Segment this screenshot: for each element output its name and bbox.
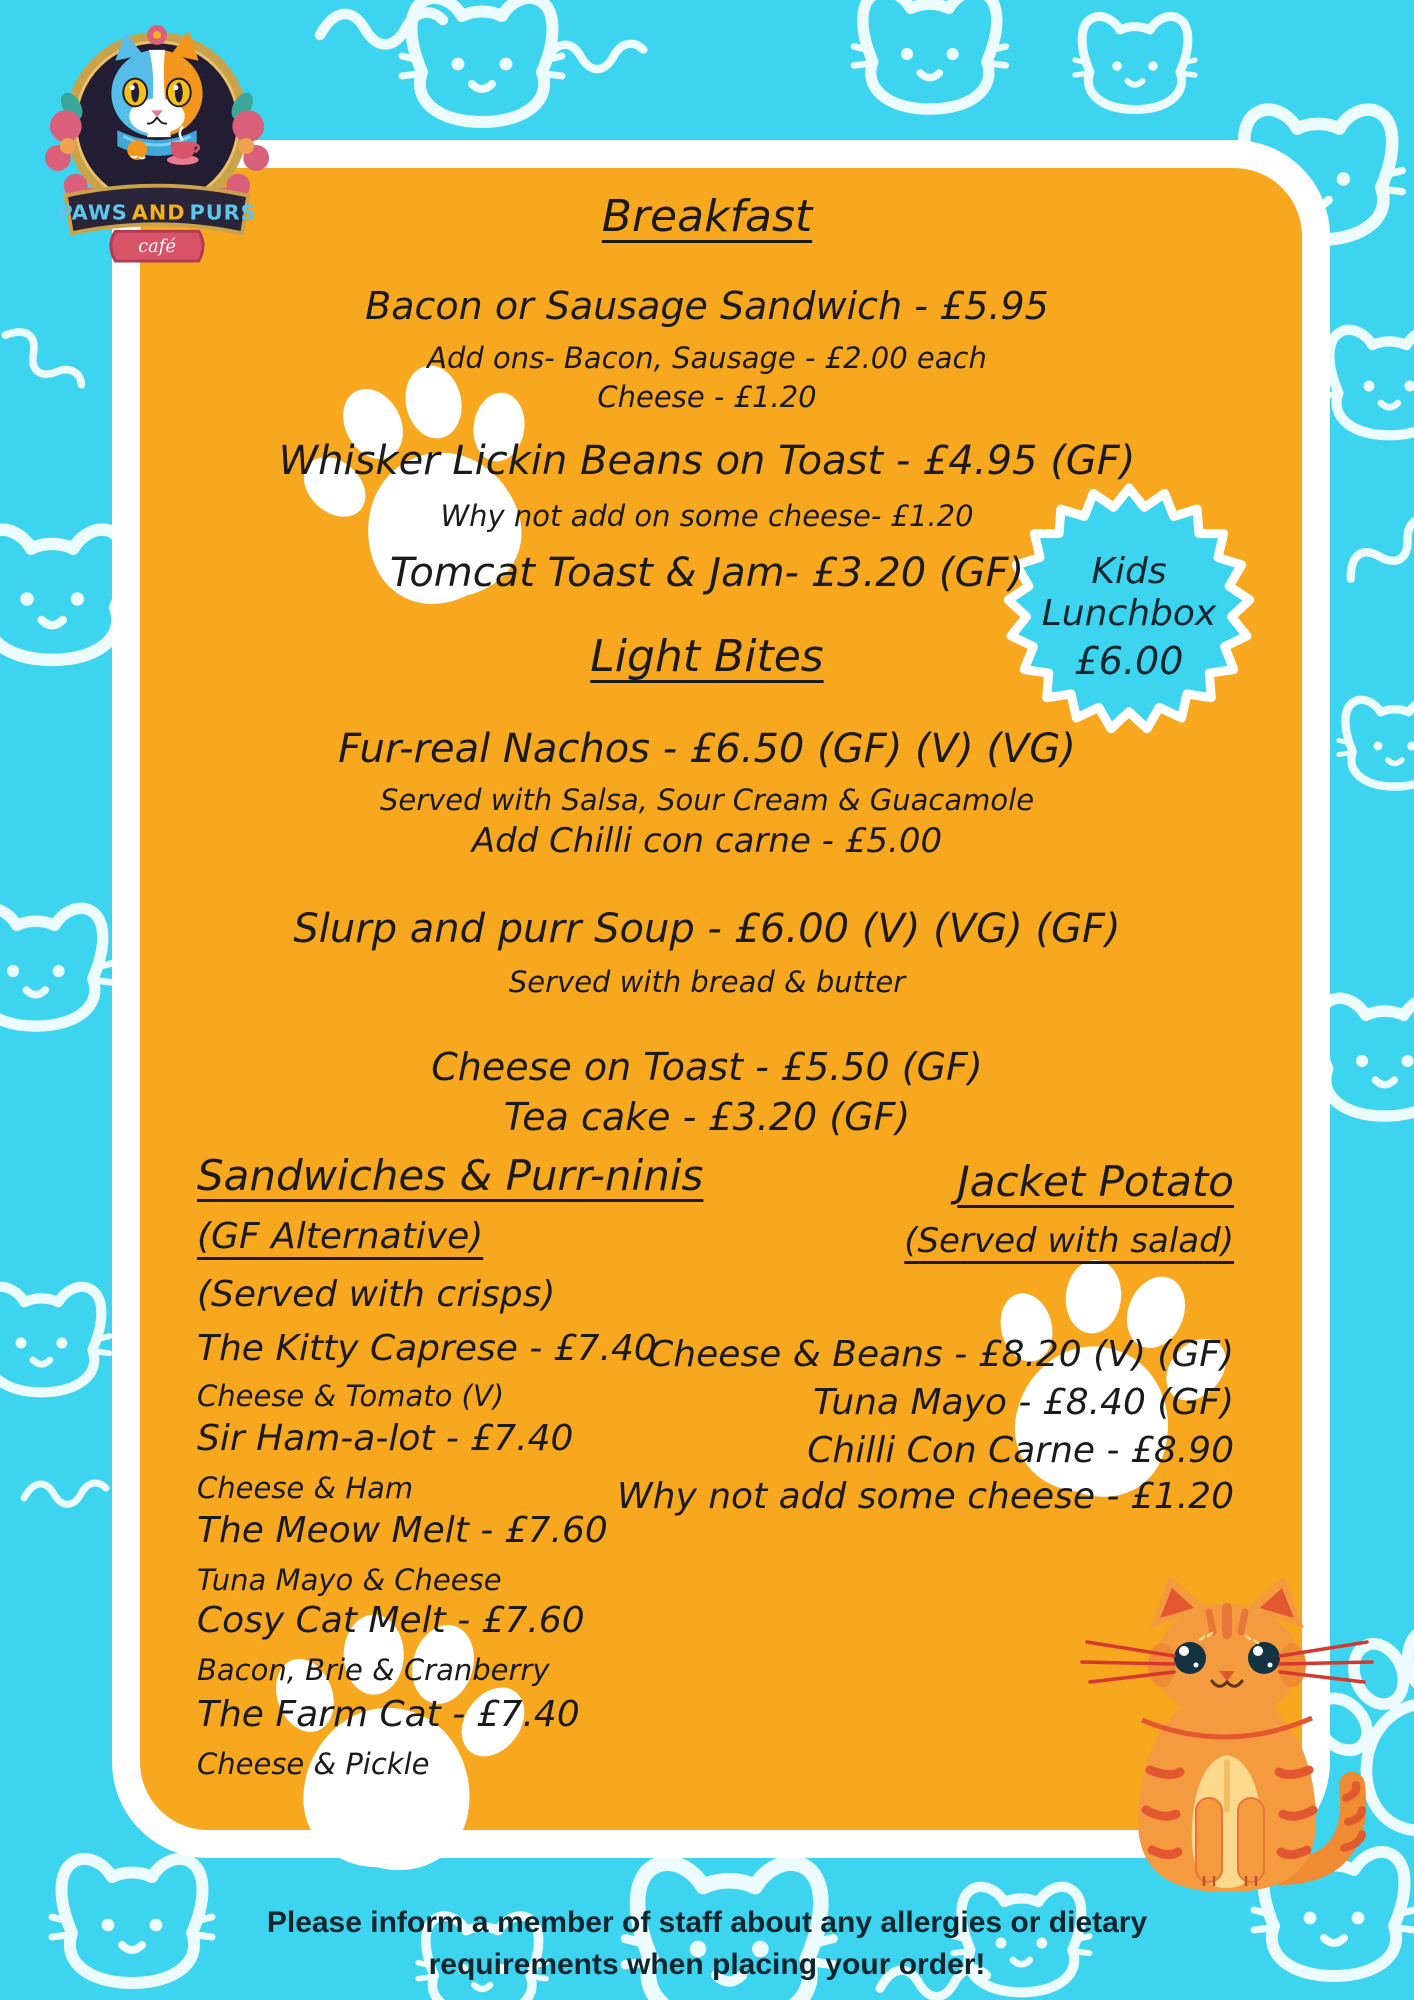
menu-item-note: Served with bread & butter bbox=[508, 965, 906, 999]
menu-item-note: Why not add on some cheese- £1.20 bbox=[440, 499, 974, 533]
allergy-notice-line-2: requirements when placing your order! bbox=[428, 1948, 986, 1981]
menu-item: Bacon or Sausage Sandwich - £5.95 bbox=[365, 284, 1049, 328]
menu-item-desc: Cheese & Tomato (V) bbox=[197, 1379, 505, 1413]
sandwiches-subtitle: (GF Alternative) bbox=[197, 1216, 484, 1257]
menu-item: Chilli Con Carne - £8.90 bbox=[807, 1430, 1234, 1471]
menu-item: The Meow Melt - £7.60 bbox=[197, 1510, 608, 1551]
menu-item: Cheese on Toast - £5.50 (GF) bbox=[431, 1045, 983, 1089]
cat-eye bbox=[1174, 1642, 1206, 1674]
menu-item-desc: Cheese & Ham bbox=[197, 1471, 414, 1505]
menu-item: Fur-real Nachos - £6.50 (GF) (V) (VG) bbox=[338, 726, 1076, 772]
menu-item: Tuna Mayo - £8.40 (GF) bbox=[812, 1382, 1234, 1423]
menu-item-note: Cheese - £1.20 bbox=[597, 380, 817, 414]
menu-item: Cosy Cat Melt - £7.60 bbox=[197, 1600, 585, 1641]
sandwiches-subtitle: (Served with crisps) bbox=[197, 1274, 556, 1315]
menu-item: Tomcat Toast & Jam- £3.20 (GF) bbox=[389, 550, 1025, 596]
sandwiches-title: Sandwiches & Purr-ninis bbox=[197, 1151, 704, 1200]
badge-line-2: Lunchbox bbox=[1041, 593, 1217, 634]
menu-item-note: Add ons- Bacon, Sausage - £2.00 each bbox=[427, 341, 987, 375]
cafe-logo bbox=[38, 18, 276, 280]
menu-item: Tea cake - £3.20 (GF) bbox=[503, 1095, 911, 1139]
cat-leg bbox=[1196, 1798, 1222, 1882]
svg-text:PAWSANDPURS: PAWS AND PURS bbox=[57, 200, 257, 225]
logo-banner bbox=[57, 186, 256, 261]
jacket-potato-subtitle: (Served with salad) bbox=[904, 1221, 1234, 1261]
menu-item-desc: Bacon, Brie & Cranberry bbox=[197, 1653, 550, 1687]
menu-item-note: Add Chilli con carne - £5.00 bbox=[471, 821, 943, 861]
menu-item: The Kitty Caprese - £7.40 bbox=[197, 1328, 657, 1369]
breakfast-title: Breakfast bbox=[601, 191, 813, 242]
menu-item: Cheese & Beans - £8.20 (V) (GF) bbox=[648, 1334, 1234, 1375]
svg-text:café: café bbox=[138, 236, 176, 258]
jacket-potato-title: Jacket Potato bbox=[957, 1157, 1234, 1206]
menu-item: Whisker Lickin Beans on Toast - £4.95 (GF) bbox=[278, 438, 1136, 484]
badge-line-1: Kids bbox=[1091, 551, 1167, 592]
cat-leg bbox=[1238, 1798, 1264, 1882]
menu-item: Why not add some cheese - £1.20 bbox=[617, 1476, 1234, 1517]
badge-line-3: £6.00 bbox=[1074, 639, 1184, 683]
logo-cat bbox=[111, 31, 202, 165]
menu-item: Slurp and purr Soup - £6.00 (V) (VG) (GF) bbox=[293, 906, 1121, 952]
menu-item: The Farm Cat - £7.40 bbox=[197, 1694, 580, 1735]
menu-item-desc: Tuna Mayo & Cheese bbox=[197, 1563, 502, 1597]
light-bites-title: Light Bites bbox=[590, 631, 824, 682]
menu-item-note: Served with Salsa, Sour Cream & Guacamole bbox=[379, 783, 1035, 817]
menu-item-desc: Cheese & Pickle bbox=[197, 1747, 430, 1781]
allergy-notice-line-1: Please inform a member of staff about any allergies or dietary bbox=[266, 1906, 1148, 1939]
cat-eye bbox=[1248, 1642, 1280, 1674]
orange-cat-illustration bbox=[1112, 1570, 1347, 1915]
menu-item: Sir Ham-a-lot - £7.40 bbox=[197, 1418, 574, 1459]
